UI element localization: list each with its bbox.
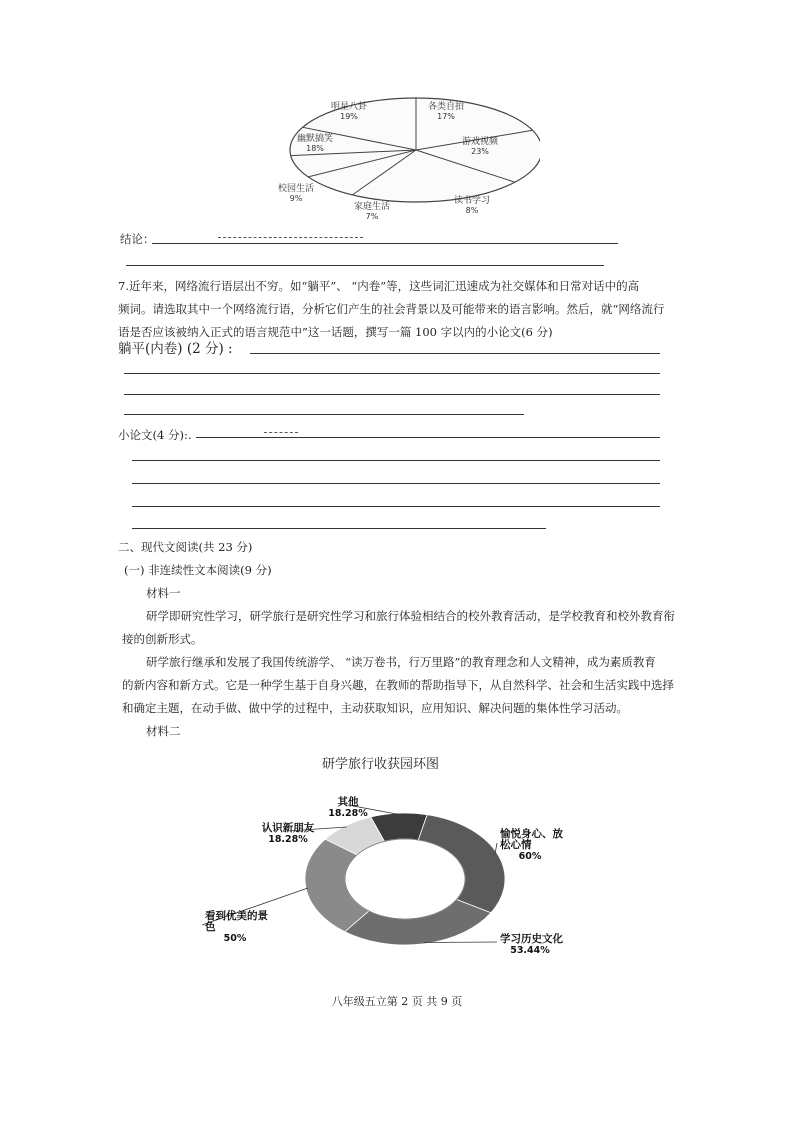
page-footer: 八年级五立第 2 页 共 9 页 bbox=[331, 995, 463, 1008]
pie-slice-label: 读书学习 bbox=[453, 196, 491, 206]
q7-essay-line-3[interactable] bbox=[132, 483, 660, 484]
pie-slice-label: 各类自拍 bbox=[427, 102, 465, 112]
pie-chart bbox=[270, 96, 540, 226]
q7-essay-dash bbox=[264, 432, 298, 433]
donut-slice-percent: 18.28% bbox=[328, 808, 368, 819]
donut-hole bbox=[345, 839, 465, 919]
pie-slice-percent: 18% bbox=[306, 144, 324, 153]
pie-slice-percent: 9% bbox=[289, 194, 303, 203]
donut-slice-label: 色 bbox=[205, 921, 216, 933]
material1-label: 材料一 bbox=[146, 586, 181, 600]
donut-slice-label: 其他 bbox=[337, 796, 359, 808]
para1-line-2: 接的创新形式。 bbox=[122, 632, 203, 646]
pie-chart-svg bbox=[270, 96, 540, 226]
donut-slice-percent: 18.28% bbox=[268, 834, 308, 845]
q7-answer-line-3[interactable] bbox=[124, 394, 660, 395]
donut-leader-line bbox=[424, 942, 497, 943]
donut-chart-title: 研学旅行收获园环图 bbox=[322, 757, 440, 772]
para1-line-1: 研学即研究性学习，研学旅行是研究性学习和旅行体验相结合的校外教育活动，是学校教育和校外教育衔 bbox=[146, 609, 675, 623]
q7-essay-line-4[interactable] bbox=[132, 506, 660, 507]
pie-slice-label: 幽默搞笑 bbox=[296, 134, 334, 144]
q7-answer-label: 躺平(内卷) (2 分) : bbox=[118, 341, 233, 357]
donut-slice-label: 看到优美的景 bbox=[205, 910, 268, 922]
pie-slice-label: 校园生活 bbox=[277, 184, 315, 194]
donut-slice-percent: 53.44% bbox=[510, 945, 550, 956]
conclusion-dash bbox=[218, 237, 363, 238]
q7-answer-line-1[interactable] bbox=[250, 353, 660, 354]
pie-slice-percent: 8% bbox=[465, 206, 479, 215]
donut-slice-label: 松心情 bbox=[500, 839, 532, 851]
para2-line-2: 的新内容和新方式。它是一种学生基于自身兴趣，在教师的帮助指导下，从自然科学、社会和生活实践中选择 bbox=[122, 678, 674, 692]
pie-slice-percent: 19% bbox=[340, 112, 358, 121]
pie-slice-label: 家庭生活 bbox=[353, 202, 391, 212]
pie-slice-percent: 17% bbox=[437, 112, 455, 121]
q7-essay-line-5[interactable] bbox=[132, 528, 546, 529]
q7-answer-line-4[interactable] bbox=[124, 414, 524, 415]
q7-essay-line-2[interactable] bbox=[132, 460, 660, 461]
q7-line-2: 频词。请选取其中一个网络流行语，分析它们产生的社会背景以及可能带来的语言影响。然后，就“网络流行 bbox=[118, 302, 665, 316]
donut-chart-svg bbox=[200, 790, 600, 970]
donut-slice-percent: 60% bbox=[518, 851, 542, 862]
para2-line-3: 和确定主题，在动手做、做中学的过程中，主动获取知识，应用知识、解决问题的集体性学习活动。 bbox=[122, 701, 628, 715]
q7-line-1: 7.近年来，网络流行语层出不穷。如“躺平”、 “内卷”等，这些词汇迅速成为社交媒体和日常对话中的高 bbox=[118, 279, 640, 293]
para2-line-1: 研学旅行继承和发展了我国传统游学、 “读万卷书，行万里路”的教育理念和人文精神，成为素质教育 bbox=[146, 655, 656, 669]
q7-line-3: 语是否应该被纳入正式的语言规范中”这一话题，撰写一篇 100 字以内的小论文(6 分) bbox=[118, 325, 553, 339]
pie-slice-percent: 23% bbox=[471, 147, 489, 156]
conclusion-answer-line[interactable] bbox=[152, 243, 618, 244]
donut-slice-label: 认识新朋友 bbox=[261, 822, 315, 834]
donut-chart bbox=[200, 790, 600, 970]
section2-sub1: (一) 非连续性文本阅读(9 分) bbox=[124, 563, 272, 577]
donut-slice-label: 愉悦身心、放 bbox=[500, 828, 563, 840]
donut-slice-label: 学习历史文化 bbox=[500, 933, 563, 945]
pie-slice-percent: 7% bbox=[365, 212, 379, 221]
conclusion-answer-line-2[interactable] bbox=[126, 265, 604, 266]
section2-title: 二、现代文阅读(共 23 分) bbox=[118, 540, 253, 554]
pie-slice-label: 明星八卦 bbox=[330, 102, 368, 112]
pie-slice-label: 游戏视频 bbox=[461, 137, 499, 147]
q7-answer-line-2[interactable] bbox=[124, 373, 660, 374]
q7-essay-line-1[interactable] bbox=[196, 437, 660, 438]
material2-label: 材料二 bbox=[146, 724, 181, 738]
q7-essay-label: 小论文(4 分):. bbox=[118, 428, 192, 442]
conclusion-label: 结论： bbox=[120, 232, 155, 246]
donut-slice-percent: 50% bbox=[223, 933, 247, 944]
